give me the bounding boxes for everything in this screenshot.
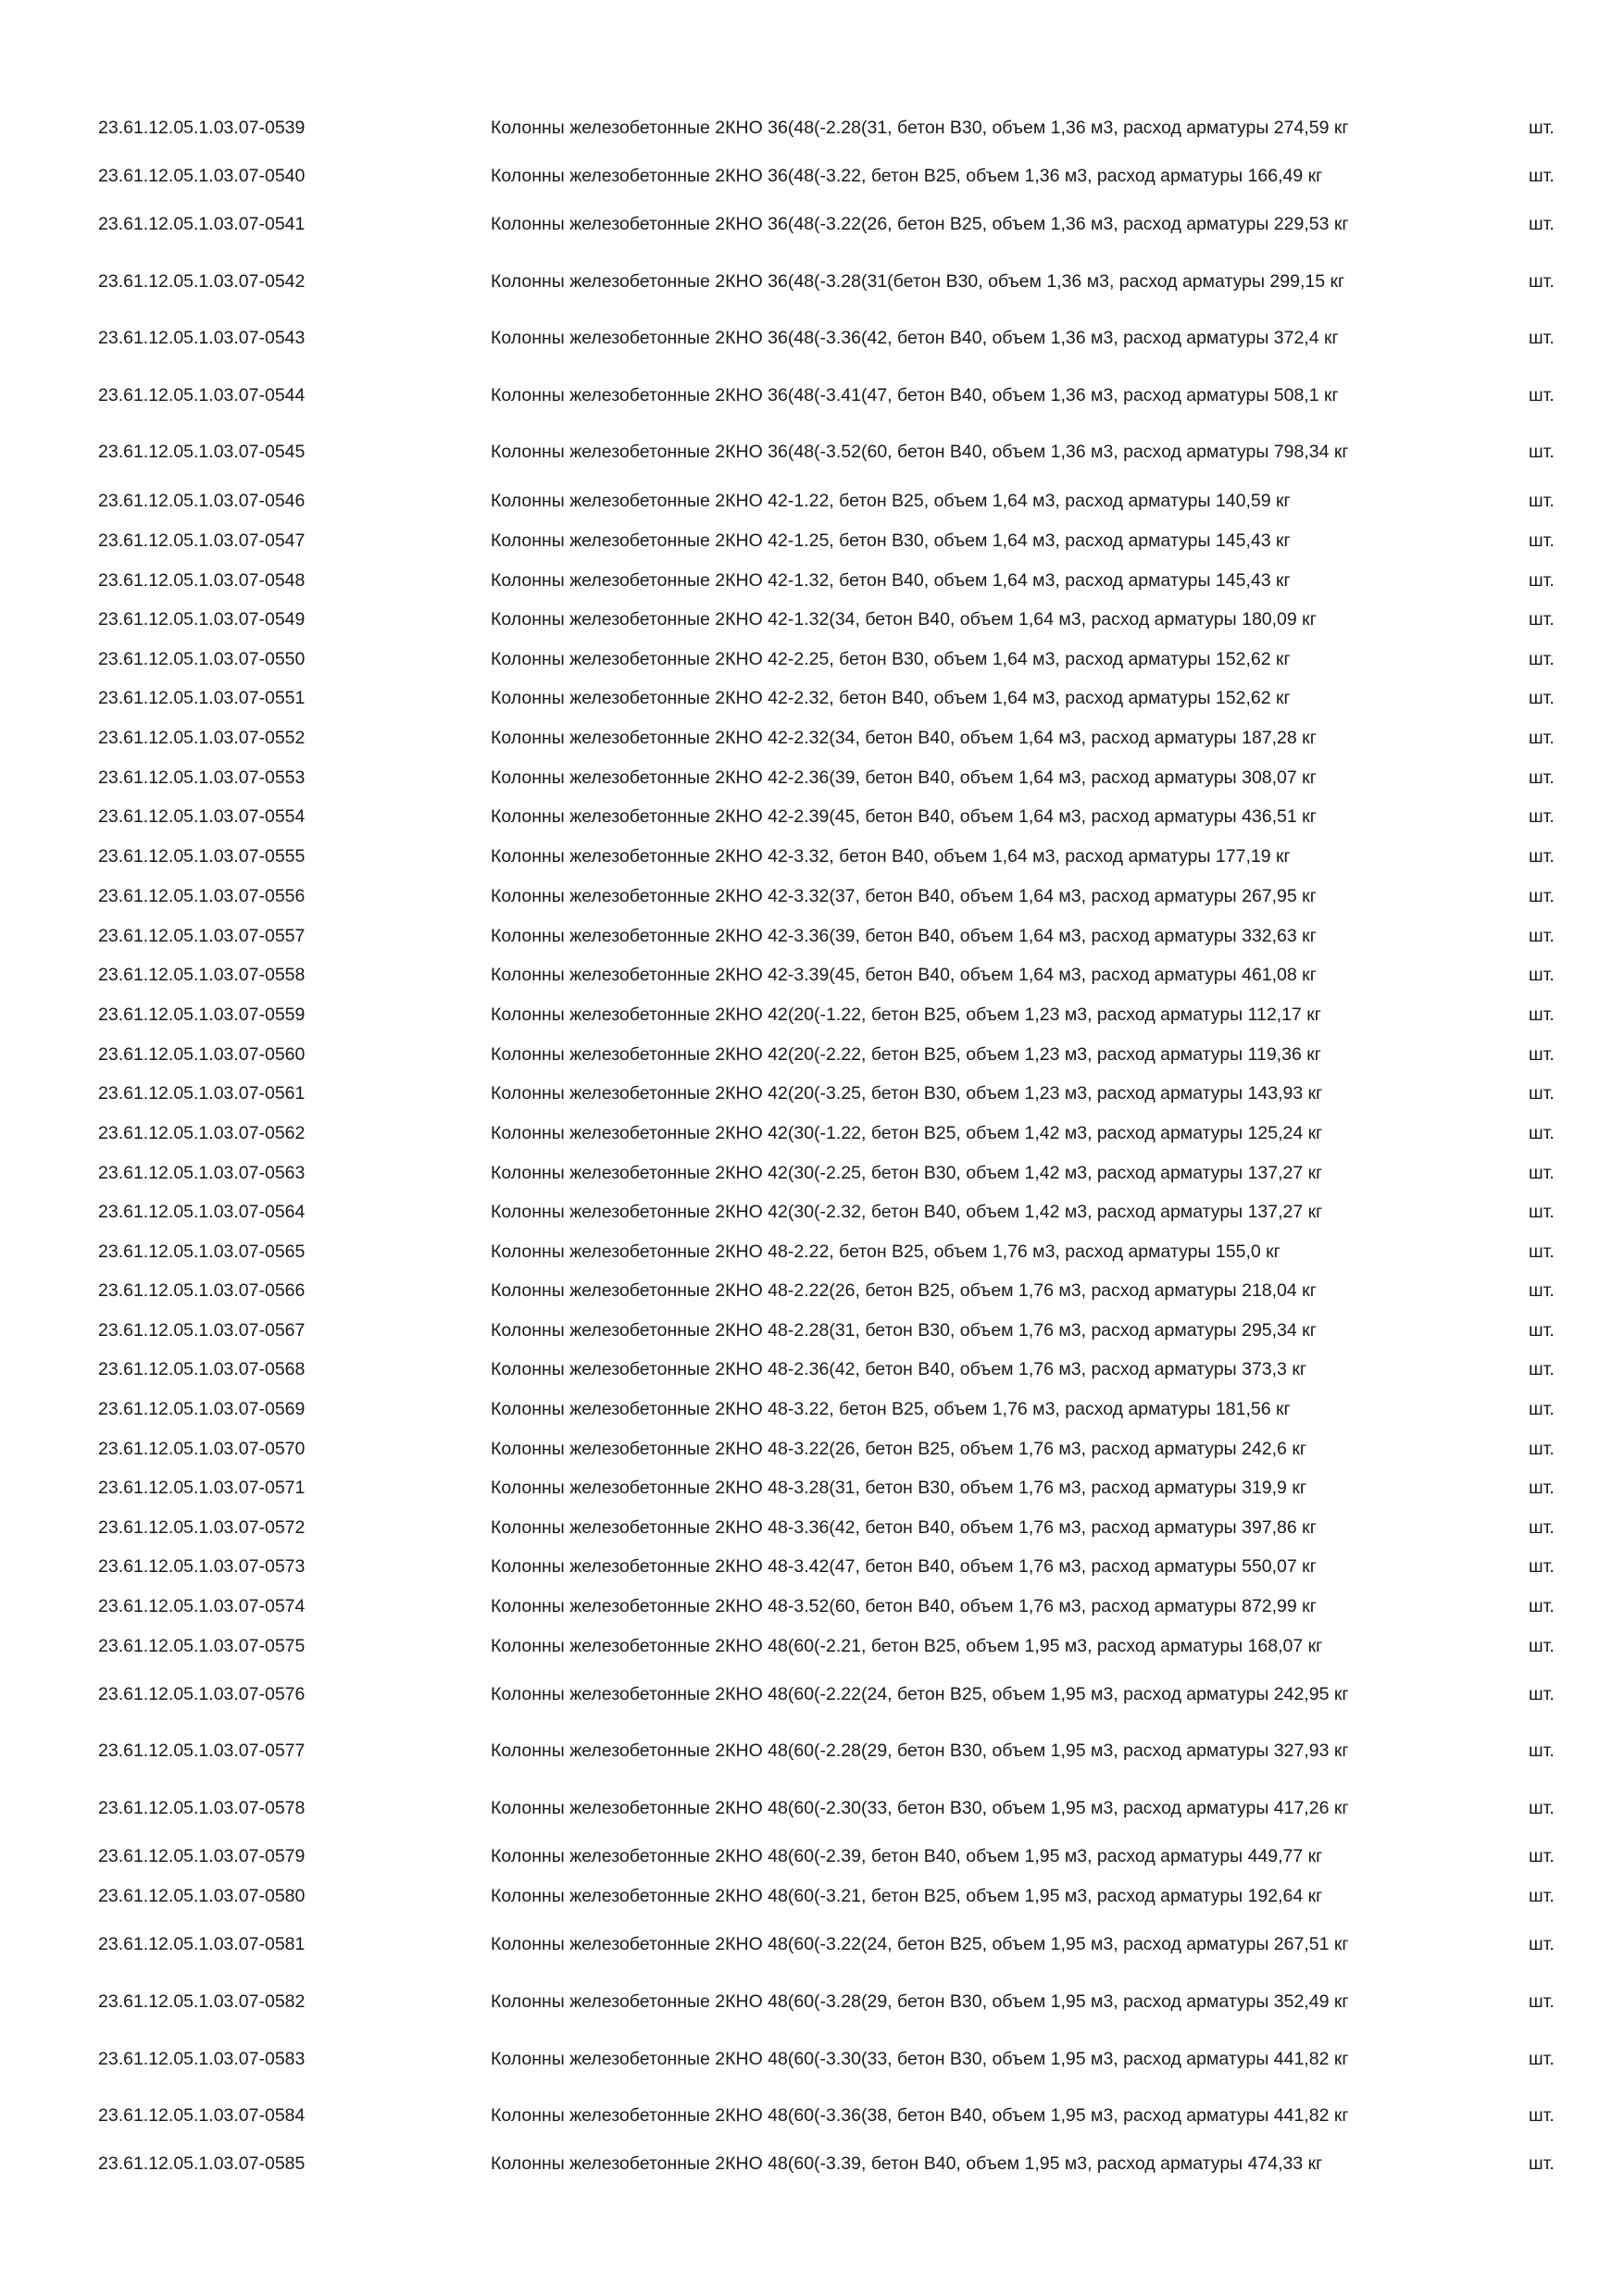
item-description: Колонны железобетонные 2КНО 42(30(-1.22, бетон В25, объем 1,42 м3, расход арматуры 125,24 кг [491,1123,1323,1143]
item-description: Колонны железобетонные 2КНО 48(60(-2.39, бетон В40, объем 1,95 м3, расход арматуры 449,77 кг [491,1846,1323,1866]
item-unit: шт. [1529,1280,1555,1301]
item-unit: шт. [1529,806,1555,827]
item-description: Колонны железобетонные 2КНО 42-2.32(34, бетон В40, объем 1,64 м3, расход арматуры 187,28 кг [491,728,1317,748]
table-row [0,1930,1624,1958]
table-row [0,1238,1624,1266]
item-code: 23.61.12.05.1.03.07-0555 [98,846,306,867]
table-row [0,268,1624,295]
item-unit: шт. [1529,1556,1555,1577]
item-description: Колонны железобетонные 2КНО 42(30(-2.25, бетон В30, объем 1,42 м3, расход арматуры 137,27 кг [491,1163,1323,1183]
item-description: Колонны железобетонные 2КНО 42(30(-2.32, бетон В40, объем 1,42 м3, расход арматуры 137,27 кг [491,1202,1323,1222]
table-row [0,1592,1624,1620]
item-unit: шт. [1529,214,1555,234]
item-description: Колонны железобетонные 2КНО 48-3.52(60, бетон В40, объем 1,76 м3, расход арматуры 872,99 кг [491,1596,1317,1616]
item-description: Колонны железобетонные 2КНО 48(60(-2.28(29, бетон В30, объем 1,95 м3, расход арматуры 327,93 кг [491,1741,1349,1761]
table-row [0,645,1624,673]
item-unit: шт. [1529,1439,1555,1459]
table-row [0,1794,1624,1822]
table-row [0,114,1624,142]
table-row [0,2045,1624,2073]
item-unit: шт. [1529,609,1555,630]
table-row [0,764,1624,792]
item-code: 23.61.12.05.1.03.07-0546 [98,491,306,511]
item-code: 23.61.12.05.1.03.07-0560 [98,1044,306,1065]
item-unit: шт. [1529,1478,1555,1498]
item-code: 23.61.12.05.1.03.07-0585 [98,2153,306,2174]
item-code: 23.61.12.05.1.03.07-0562 [98,1123,306,1143]
item-code: 23.61.12.05.1.03.07-0569 [98,1399,306,1419]
item-code: 23.61.12.05.1.03.07-0547 [98,530,306,551]
item-code: 23.61.12.05.1.03.07-0566 [98,1280,306,1301]
table-row [0,605,1624,633]
table-row [0,842,1624,870]
item-description: Колонны железобетонные 2КНО 42-2.25, бетон В30, объем 1,64 м3, расход арматуры 152,62 кг [491,649,1291,669]
item-code: 23.61.12.05.1.03.07-0556 [98,886,306,906]
item-unit: шт. [1529,767,1555,788]
table-row [0,1680,1624,1708]
item-unit: шт. [1529,1163,1555,1183]
item-description: Колонны железобетонные 2КНО 48(60(-3.21, бетон В25, объем 1,95 м3, расход арматуры 192,64 кг [491,1886,1323,1906]
table-row [0,882,1624,910]
item-unit: шт. [1529,728,1555,748]
item-description: Колонны железобетонные 2КНО 42-3.36(39, бетон В40, объем 1,64 м3, расход арматуры 332,63 кг [491,926,1317,946]
table-row [0,1355,1624,1383]
item-description: Колонны железобетонные 2КНО 48(60(-2.30(33, бетон В30, объем 1,95 м3, расход арматуры 417,26 кг [491,1798,1349,1818]
item-unit: шт. [1529,1886,1555,1906]
item-unit: шт. [1529,1517,1555,1538]
table-row [0,1988,1624,2015]
item-description: Колонны железобетонные 2КНО 36(48(-3.28(31(бетон В30, объем 1,36 м3, расход арматуры 299,15 кг [491,271,1345,292]
table-row [0,162,1624,190]
item-code: 23.61.12.05.1.03.07-0573 [98,1556,306,1577]
item-code: 23.61.12.05.1.03.07-0563 [98,1163,306,1183]
item-description: Колонны железобетонные 2КНО 36(48(-3.22, бетон В25, объем 1,36 м3, расход арматуры 166,49 кг [491,166,1323,186]
table-row [0,1553,1624,1580]
table-row [0,1001,1624,1029]
item-description: Колонны железобетонные 2КНО 48-3.42(47, бетон В40, объем 1,76 м3, расход арматуры 550,07 кг [491,1556,1317,1577]
item-description: Колонны железобетонные 2КНО 48-2.36(42, бетон В40, объем 1,76 м3, расход арматуры 373,3 кг [491,1359,1306,1379]
table-row [0,527,1624,555]
table-row [0,567,1624,594]
table-row [0,1198,1624,1226]
item-code: 23.61.12.05.1.03.07-0559 [98,1004,306,1025]
table-row [0,1119,1624,1147]
item-description: Колонны железобетонные 2КНО 42-1.32, бетон В40, объем 1,64 м3, расход арматуры 145,43 кг [491,570,1291,591]
item-unit: шт. [1529,166,1555,186]
item-description: Колонны железобетонные 2КНО 42-1.32(34, бетон В40, объем 1,64 м3, расход арматуры 180,09 кг [491,609,1317,630]
item-description: Колонны железобетонные 2КНО 36(48(-2.28(31, бетон В30, объем 1,36 м3, расход арматуры 274,59 кг [491,118,1349,138]
item-unit: шт. [1529,1202,1555,1222]
item-description: Колонны железобетонные 2КНО 48-3.36(42, бетон В40, объем 1,76 м3, расход арматуры 397,86 кг [491,1517,1317,1538]
item-code: 23.61.12.05.1.03.07-0579 [98,1846,306,1866]
item-description: Колонны железобетонные 2КНО 48-2.22(26, бетон В25, объем 1,76 м3, расход арматуры 218,04 кг [491,1280,1317,1301]
item-code: 23.61.12.05.1.03.07-0581 [98,1934,306,1954]
item-description: Колонны железобетонные 2КНО 42-3.32, бетон В40, объем 1,64 м3, расход арматуры 177,19 кг [491,846,1291,867]
item-code: 23.61.12.05.1.03.07-0576 [98,1684,306,1704]
table-row [0,1435,1624,1463]
item-code: 23.61.12.05.1.03.07-0572 [98,1517,306,1538]
item-description: Колонны железобетонные 2КНО 48(60(-3.22(24, бетон В25, объем 1,95 м3, расход арматуры 267,51 кг [491,1934,1349,1954]
item-unit: шт. [1529,1684,1555,1704]
table-row [0,1842,1624,1870]
item-description: Колонны железобетонные 2КНО 42(20(-1.22, бетон В25, объем 1,23 м3, расход арматуры 112,17 кг [491,1004,1321,1025]
item-description: Колонны железобетонные 2КНО 48-2.28(31, бетон В30, объем 1,76 м3, расход арматуры 295,34 кг [491,1320,1317,1341]
item-code: 23.61.12.05.1.03.07-0578 [98,1798,306,1818]
item-unit: шт. [1529,1846,1555,1866]
item-description: Колонны железобетонные 2КНО 48(60(-3.28(29, бетон В30, объем 1,95 м3, расход арматуры 352,49 кг [491,1991,1349,2012]
table-row [0,1632,1624,1660]
item-description: Колонны железобетонные 2КНО 36(48(-3.52(60, бетон В40, объем 1,36 м3, расход арматуры 798,34 кг [491,442,1349,462]
table-row [0,1316,1624,1344]
item-unit: шт. [1529,846,1555,867]
item-code: 23.61.12.05.1.03.07-0553 [98,767,306,788]
table-row [0,1277,1624,1304]
item-description: Колонны железобетонные 2КНО 36(48(-3.36(42, бетон В40, объем 1,36 м3, расход арматуры 372,4 кг [491,328,1339,348]
item-unit: шт. [1529,2105,1555,2126]
item-code: 23.61.12.05.1.03.07-0542 [98,271,306,292]
table-row [0,438,1624,466]
item-code: 23.61.12.05.1.03.07-0575 [98,1636,306,1656]
item-unit: шт. [1529,1123,1555,1143]
item-unit: шт. [1529,491,1555,511]
table-row [0,1041,1624,1068]
item-code: 23.61.12.05.1.03.07-0567 [98,1320,306,1341]
table-row [0,381,1624,409]
item-code: 23.61.12.05.1.03.07-0571 [98,1478,306,1498]
item-unit: шт. [1529,1934,1555,1954]
item-unit: шт. [1529,1636,1555,1656]
item-code: 23.61.12.05.1.03.07-0548 [98,570,306,591]
item-description: Колонны железобетонные 2КНО 36(48(-3.22(26, бетон В25, объем 1,36 м3, расход арматуры 229,53 кг [491,214,1349,234]
item-code: 23.61.12.05.1.03.07-0580 [98,1886,306,1906]
item-unit: шт. [1529,1991,1555,2012]
table-row [0,1514,1624,1541]
item-code: 23.61.12.05.1.03.07-0541 [98,214,306,234]
item-code: 23.61.12.05.1.03.07-0545 [98,442,306,462]
item-description: Колонны железобетонные 2КНО 48(60(-2.21, бетон В25, объем 1,95 м3, расход арматуры 168,07 кг [491,1636,1323,1656]
item-description: Колонны железобетонные 2КНО 48-2.22, бетон В25, объем 1,76 м3, расход арматуры 155,0 кг [491,1242,1280,1262]
item-description: Колонны железобетонные 2КНО 42-2.32, бетон В40, объем 1,64 м3, расход арматуры 152,62 кг [491,688,1291,708]
item-unit: шт. [1529,1242,1555,1262]
item-code: 23.61.12.05.1.03.07-0570 [98,1439,306,1459]
item-description: Колонны железобетонные 2КНО 42-2.39(45, бетон В40, объем 1,64 м3, расход арматуры 436,51 кг [491,806,1317,827]
item-code: 23.61.12.05.1.03.07-0550 [98,649,306,669]
item-unit: шт. [1529,271,1555,292]
item-code: 23.61.12.05.1.03.07-0574 [98,1596,306,1616]
item-unit: шт. [1529,570,1555,591]
item-description: Колонны железобетонные 2КНО 42-3.39(45, бетон В40, объем 1,64 м3, расход арматуры 461,08 кг [491,965,1317,985]
table-row [0,1395,1624,1423]
item-code: 23.61.12.05.1.03.07-0564 [98,1202,306,1222]
table-row [0,1737,1624,1765]
item-unit: шт. [1529,886,1555,906]
table-row [0,922,1624,950]
item-description: Колонны железобетонные 2КНО 48(60(-3.30(33, бетон В30, объем 1,95 м3, расход арматуры 441,82 кг [491,2049,1349,2069]
item-unit: шт. [1529,442,1555,462]
item-code: 23.61.12.05.1.03.07-0552 [98,728,306,748]
item-unit: шт. [1529,1083,1555,1104]
item-description: Колонны железобетонные 2КНО 42-1.25, бетон В30, объем 1,64 м3, расход арматуры 145,43 кг [491,530,1291,551]
item-code: 23.61.12.05.1.03.07-0544 [98,385,306,406]
item-code: 23.61.12.05.1.03.07-0554 [98,806,306,827]
item-code: 23.61.12.05.1.03.07-0577 [98,1741,306,1761]
item-description: Колонны железобетонные 2КНО 42-1.22, бетон В25, объем 1,64 м3, расход арматуры 140,59 кг [491,491,1291,511]
item-code: 23.61.12.05.1.03.07-0561 [98,1083,306,1104]
item-code: 23.61.12.05.1.03.07-0543 [98,328,306,348]
table-row [0,1159,1624,1187]
item-unit: шт. [1529,1798,1555,1818]
item-description: Колонны железобетонные 2КНО 42-2.36(39, бетон В40, объем 1,64 м3, расход арматуры 308,07 кг [491,767,1317,788]
table-row [0,684,1624,712]
item-unit: шт. [1529,530,1555,551]
table-row [0,803,1624,830]
item-code: 23.61.12.05.1.03.07-0551 [98,688,306,708]
item-unit: шт. [1529,328,1555,348]
item-code: 23.61.12.05.1.03.07-0549 [98,609,306,630]
item-unit: шт. [1529,1320,1555,1341]
table-row [0,210,1624,238]
item-code: 23.61.12.05.1.03.07-0557 [98,926,306,946]
item-unit: шт. [1529,118,1555,138]
table-row [0,961,1624,989]
item-description: Колонны железобетонные 2КНО 48-3.22(26, бетон В25, объем 1,76 м3, расход арматуры 242,6 кг [491,1439,1306,1459]
item-unit: шт. [1529,1044,1555,1065]
item-description: Колонны железобетонные 2КНО 36(48(-3.41(47, бетон В40, объем 1,36 м3, расход арматуры 508,1 кг [491,385,1339,406]
table-row [0,724,1624,752]
item-unit: шт. [1529,1399,1555,1419]
item-description: Колонны железобетонные 2КНО 48(60(-3.39, бетон В40, объем 1,95 м3, расход арматуры 474,33 кг [491,2153,1323,2174]
item-code: 23.61.12.05.1.03.07-0582 [98,1991,306,2012]
item-unit: шт. [1529,385,1555,406]
item-unit: шт. [1529,688,1555,708]
item-code: 23.61.12.05.1.03.07-0539 [98,118,306,138]
item-description: Колонны железобетонные 2КНО 42(20(-2.22, бетон В25, объем 1,23 м3, расход арматуры 119,36 кг [491,1044,1321,1065]
item-description: Колонны железобетонные 2КНО 42-3.32(37, бетон В40, объем 1,64 м3, расход арматуры 267,95 кг [491,886,1317,906]
table-row [0,487,1624,515]
item-unit: шт. [1529,1359,1555,1379]
item-description: Колонны железобетонные 2КНО 48(60(-2.22(24, бетон В25, объем 1,95 м3, расход арматуры 242,95 кг [491,1684,1349,1704]
item-unit: шт. [1529,2153,1555,2174]
item-unit: шт. [1529,2049,1555,2069]
item-unit: шт. [1529,1004,1555,1025]
item-code: 23.61.12.05.1.03.07-0565 [98,1242,306,1262]
table-row [0,1882,1624,1910]
table-row [0,324,1624,352]
item-code: 23.61.12.05.1.03.07-0568 [98,1359,306,1379]
item-unit: шт. [1529,926,1555,946]
item-unit: шт. [1529,1596,1555,1616]
item-unit: шт. [1529,649,1555,669]
table-row [0,1474,1624,1502]
item-unit: шт. [1529,965,1555,985]
item-description: Колонны железобетонные 2КНО 48-3.28(31, бетон В30, объем 1,76 м3, расход арматуры 319,9 кг [491,1478,1306,1498]
item-code: 23.61.12.05.1.03.07-0558 [98,965,306,985]
table-row [0,2150,1624,2177]
table-row [0,1079,1624,1107]
item-description: Колонны железобетонные 2КНО 48(60(-3.36(38, бетон В40, объем 1,95 м3, расход арматуры 441,82 кг [491,2105,1349,2126]
item-code: 23.61.12.05.1.03.07-0583 [98,2049,306,2069]
item-description: Колонны железобетонные 2КНО 48-3.22, бетон В25, объем 1,76 м3, расход арматуры 181,56 кг [491,1399,1291,1419]
item-description: Колонны железобетонные 2КНО 42(20(-3.25, бетон В30, объем 1,23 м3, расход арматуры 143,93 кг [491,1083,1323,1104]
item-unit: шт. [1529,1741,1555,1761]
item-code: 23.61.12.05.1.03.07-0584 [98,2105,306,2126]
item-code: 23.61.12.05.1.03.07-0540 [98,166,306,186]
table-row [0,2102,1624,2129]
